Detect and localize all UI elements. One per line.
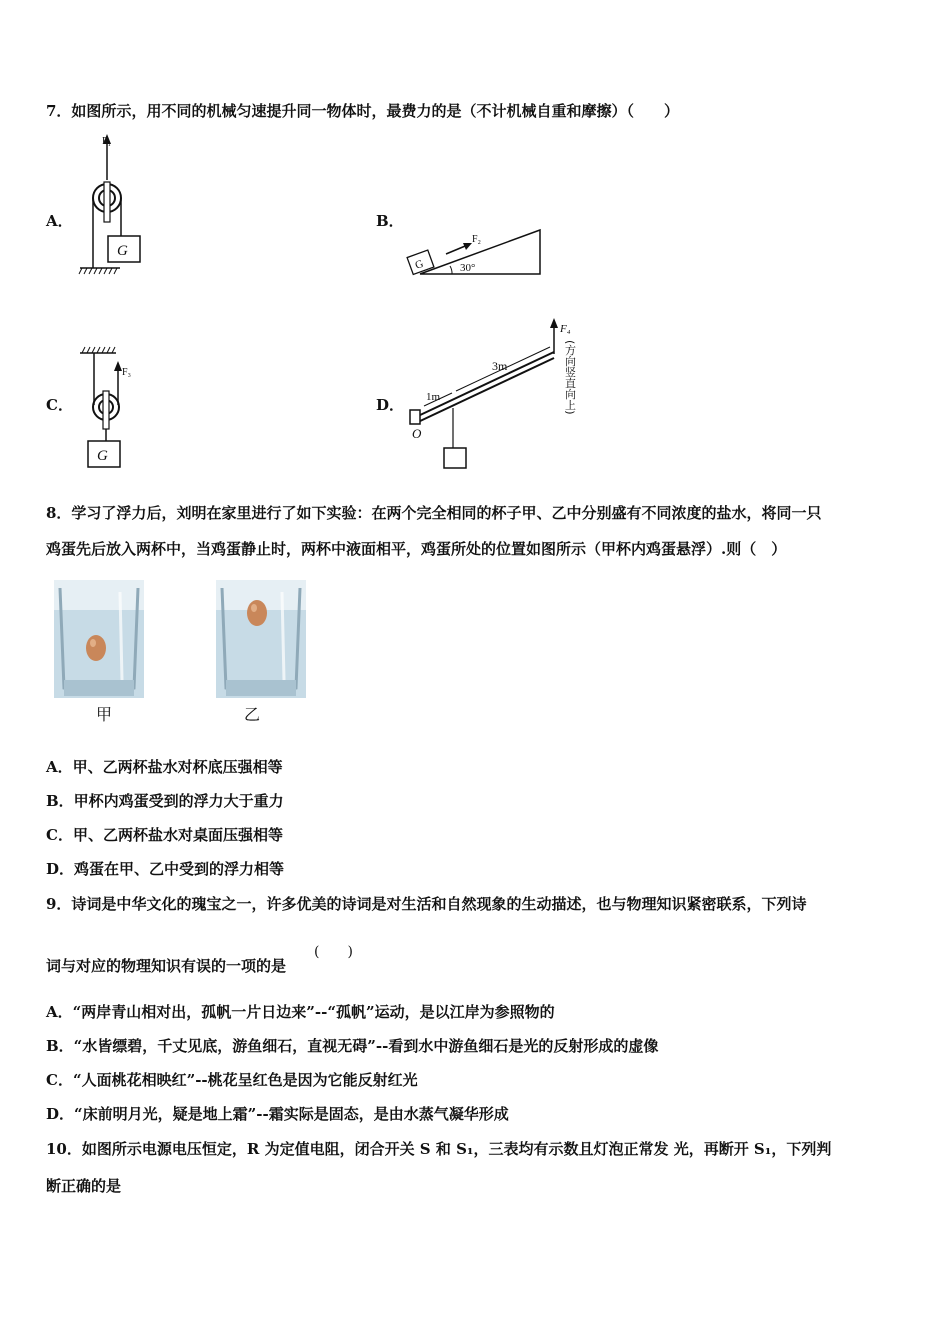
figc-force-label: F₃ — [122, 367, 132, 378]
q7-figure-a — [72, 130, 152, 280]
q7-option-b-label: B． — [376, 212, 404, 230]
cup-yi-image — [216, 580, 306, 698]
cup-jia-image — [54, 580, 144, 698]
figa-weight-label: G — [117, 243, 128, 259]
q7-figure-b — [400, 220, 550, 282]
q7-option-d-label: D． — [376, 396, 405, 414]
q10-stem-line2: 断正确的是 — [46, 1177, 122, 1195]
figb-force-label: F₂ — [472, 234, 482, 245]
figd-direction-note: (方向竖直向上) — [563, 340, 577, 415]
figd-short-arm-label: 1m — [426, 391, 441, 403]
q7-option-a-label: A． — [46, 212, 73, 230]
q9-stem-line1: 9．诗词是中华文化的瑰宝之一，许多优美的诗词是对生活和自然现象的生动描述，也与物理知识紧密联系，下列诗 — [46, 895, 807, 913]
cup-yi-caption: 乙 — [244, 705, 261, 724]
q7-option-c-label: C． — [46, 396, 73, 414]
q8-option-a: A．甲、乙两杯盐水对杯底压强相等 — [46, 758, 283, 776]
q8-option-d: D．鸡蛋在甲、乙中受到的浮力相等 — [46, 860, 285, 878]
q10-stem-line1: 10．如图所示电源电压恒定，R 为定值电阻，闭合开关 S 和 S₁，三表均有示数且灯泡正常发 光，再断开 S₁，下列判 — [46, 1140, 832, 1158]
q7-figure-c — [72, 345, 152, 475]
q8-option-b: B．甲杯内鸡蛋受到的浮力大于重力 — [46, 792, 284, 810]
figb-angle-label: 30° — [460, 262, 476, 274]
q9-option-a: A．“两岸青山相对出，孤帆一片日边来”--“孤帆”运动，是以江岸为参照物的 — [46, 1003, 555, 1021]
figc-weight-label: G — [97, 448, 108, 464]
figd-long-arm-label: 3m — [492, 359, 508, 373]
figa-force-label: F₁ — [102, 136, 112, 147]
q9-option-b: B．“水皆缥碧，千丈见底，游鱼细石，直视无碍”--看到水中游鱼细石是光的反射形成的虚像 — [46, 1037, 659, 1055]
q8-option-c: C．甲、乙两杯盐水对桌面压强相等 — [46, 826, 283, 844]
q8-stem-line2: 鸡蛋先后放入两杯中，当鸡蛋静止时，两杯中液面相平，鸡蛋所处的位置如图所示（甲杯内鸡蛋悬浮）.则（ ） — [46, 540, 787, 558]
q9-option-d: D．“床前明月光，疑是地上霜”--霜实际是固态，是由水蒸气凝华形成 — [46, 1105, 509, 1123]
q9-stem-line2: 词与对应的物理知识有误的一项的是 — [46, 957, 287, 975]
figb-weight-label: G — [413, 257, 426, 272]
figd-pivot-label: O — [412, 426, 422, 441]
q7-stem: 7．如图所示，用不同的机械匀速提升同一物体时，最费力的是（不计机械自重和摩擦）（ ） — [46, 102, 679, 120]
q7-figure-d — [404, 318, 584, 478]
cup-jia-caption: 甲 — [96, 705, 113, 724]
figd-force-label: F₄ — [560, 323, 571, 335]
q9-option-c: C．“人面桃花相映红”--桃花呈红色是因为它能反射红光 — [46, 1071, 418, 1089]
q8-stem-line1: 8．学习了浮力后，刘明在家里进行了如下实验：在两个完全相同的杯子甲、乙中分别盛有不同浓度的盐水，将同一只 — [46, 504, 822, 522]
q9-answer-paren: ( ) — [314, 944, 353, 960]
